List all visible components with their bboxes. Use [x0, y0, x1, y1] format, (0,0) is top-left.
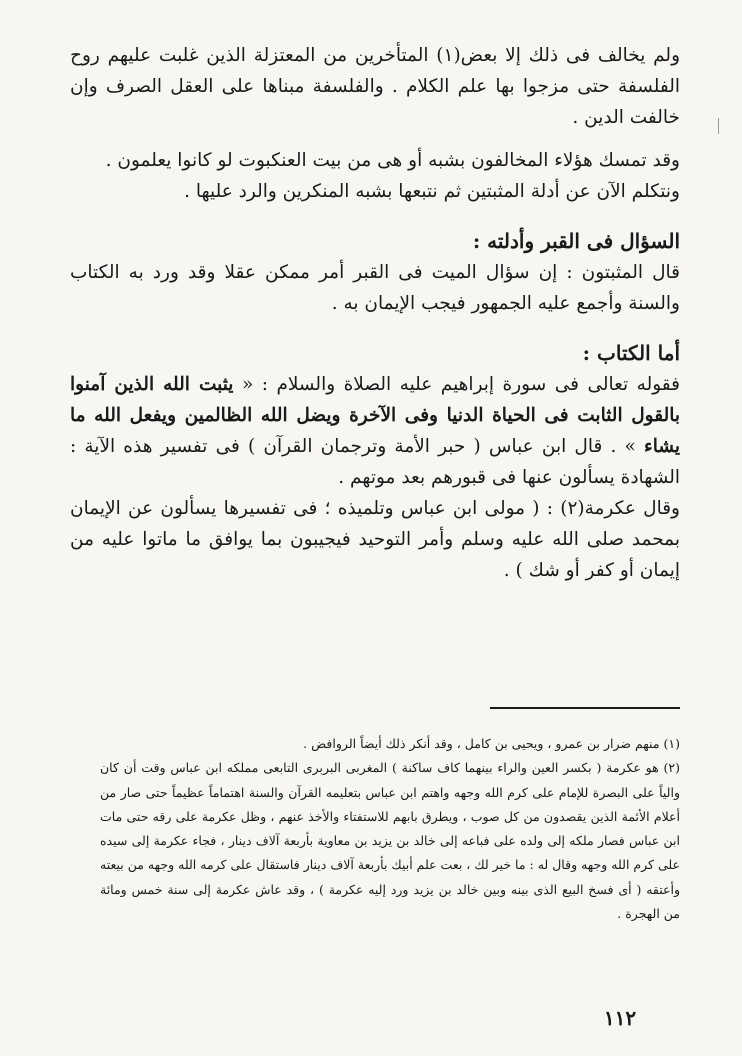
section-heading-the-book: أما الكتاب : [582, 341, 680, 365]
footnote-2: (٢) هو عكرمة ( بكسر العين والراء بينهما كاف ساكنة ) المغربى البربرى التابعى مملكه ابن عباس وقت أن كان والياً على البصرة للإمام على كرم الله وجهه واهتم ابن عباس بتعليمه القرآن والسنة اهتماماً عظيماً حتى صار من أعلام الأئمة الذين يقصدون من كل صوب ، ويطرق بابهم للاستفتاء والأخذ عنهم ، وظل عكرمة على رقه حتى مات ابن عباس فصار ملكه إلى ولده على فباعه إلى خالد بن يزيد بن معاوية بأربعة آلاف دينار ، فجاء عكرمة إلى سيده على كرم الله وجهه وقال له : ما خير لك ، بعت علم أبيك بأربعة آلاف دينار فاستقال على كرمه الله وجهه من بيعته وأعتقه ( أى فسخ البيع الذى بينه وبين خالد بن يزيد ورد إليه عكرمة ) ، وقد عاش عكرمة إلى سنة خمس ومائة من الهجرة . [100, 760, 680, 922]
footnote-divider [490, 707, 680, 709]
paragraph-5 [70, 369, 680, 493]
margin-mark [718, 118, 719, 134]
footnote-1: (١) منهم ضرار بن عمرو ، ويحيى بن كامل ، وقد أنكر ذلك أيضاً الروافض . [303, 736, 680, 751]
paragraph-1: ولم يخالف فى ذلك إلا بعض(١) المتأخرين من المعتزلة الذين غلبت عليهم روح الفلسفة حتى مزجوا بها علم الكلام . والفلسفة مبناها على العقل الصرف وإن خالفت الدين . [70, 45, 681, 128]
section-heading-question-in-grave: السؤال فى القبر وأدلته : [472, 229, 680, 253]
paragraph-4: قال المثبتون : إن سؤال الميت فى القبر أمر ممكن عقلا وقد ورد به الكتاب والسنة وأجمع عليه الجمهور فيجب الإيمان به . [70, 262, 680, 314]
paragraph-3: ونتكلم الآن عن أدلة المثبتين ثم نتبعها بشبه المنكرين والرد عليها . [184, 181, 680, 202]
spacer [70, 207, 680, 219]
page-number: ١١٢ [603, 1006, 637, 1030]
paragraph-2: وقد تمسك هؤلاء المخالفون بشبه أو هى من بيت العنكبوت لو كانوا يعلمون . [105, 150, 680, 171]
footnotes [100, 732, 680, 926]
quran-quote: يثبت الله الذين آمنوا بالقول الثابت فى الحياة الدنيا وفى الآخرة ويضل الله الظالمين ويفعل الله ما يشاء [70, 374, 680, 457]
main-text [70, 40, 680, 586]
spacer [70, 319, 680, 331]
paragraph-5-intro: فقوله تعالى فى سورة إبراهيم عليه الصلاة والسلام : « [241, 374, 680, 395]
spacer [70, 133, 680, 145]
paragraph-6: وقال عكرمة(٢) : ( مولى ابن عباس وتلميذه ؛ فى تفسيرها يسألون عن الإيمان بمحمد صلى الله عليه وسلم وأمر التوحيد فيجيبون بما يوافق ما ماتوا عليه من إيمان أو كفر أو شك ) . [70, 498, 680, 581]
paragraph-5-rest: » . قال ابن عباس ( حبر الأمة وترجمان القرآن ) فى تفسير هذه الآية : الشهادة يسألون عنها فى قبورهم بعد موتهم . [70, 436, 680, 488]
